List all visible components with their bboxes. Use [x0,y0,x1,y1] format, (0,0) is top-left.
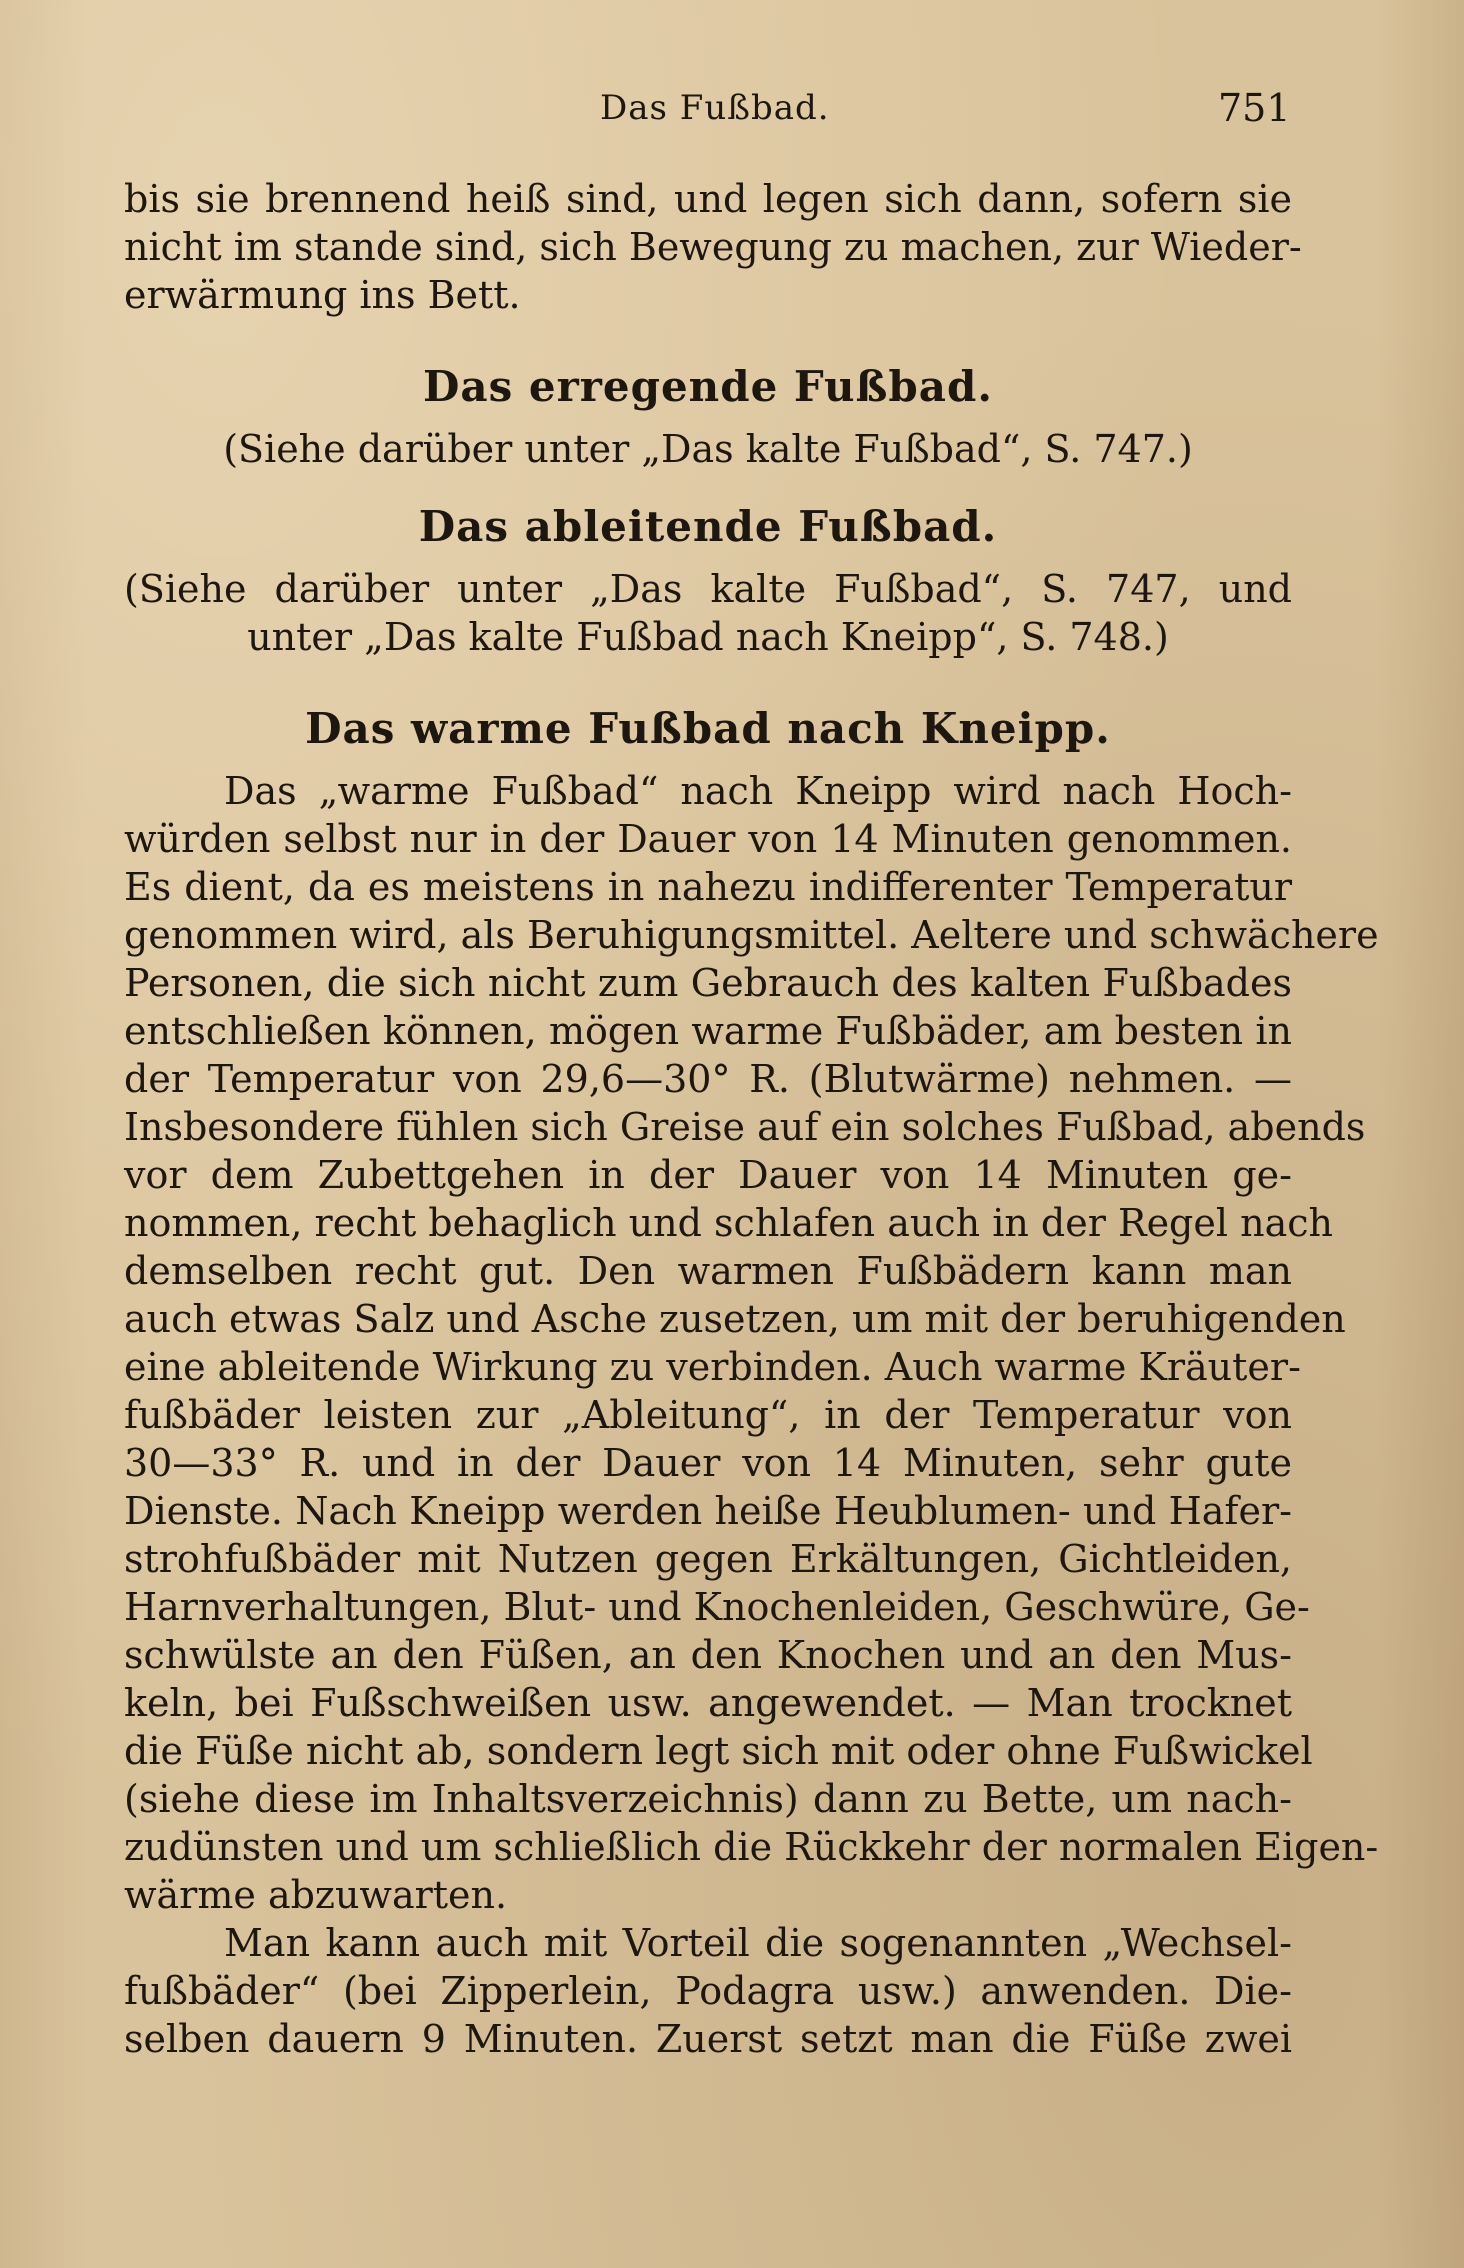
cross-reference-line: (Siehe darüber unter „Das kalte Fußbad“, S. 747.) [223,427,1193,471]
text-line: würden selbst nur in der Dauer von 14 Minuten genommen. [124,817,1292,861]
text-line: Personen, die sich nicht zum Gebrauch des kalten Fußbades [124,961,1292,1005]
text-line: wärme abzuwarten. [124,1873,508,1917]
section-heading-ableitende: Das ableitende Fußbad. [418,502,998,551]
text-line: demselben recht gut. Den warmen Fußbädern kann man [124,1249,1292,1293]
text-line: erwärmung ins Bett. [124,273,521,317]
text-line: zudünsten und um schließlich die Rückkehr der normalen Eigen- [124,1825,1379,1869]
text-line: keln, bei Fußschweißen usw. angewendet. — Man trocknet [124,1681,1292,1725]
running-head [0,88,1464,138]
text-line: genommen wird, als Beruhigungsmittel. Aeltere und schwächere [124,913,1379,957]
paragraph-warme-fussbad [124,767,1379,1919]
text-line: eine ableitende Wirkung zu verbinden. Auch warme Kräuter- [124,1345,1301,1389]
text-line: die Füße nicht ab, sondern legt sich mit oder ohne Fußwickel [124,1729,1313,1773]
text-line: Harnverhaltungen, Blut- und Knochenleiden, Geschwüre, Ge- [124,1585,1310,1629]
text-line: auch etwas Salz und Asche zusetzen, um mit der beruhigenden [124,1297,1346,1341]
running-title: Das Fußbad. [600,88,830,128]
text-line: Es dient, da es meistens in nahezu indifferenter Temperatur [124,865,1292,909]
text-line: Man kann auch mit Vorteil die sogenannten „Wechsel- [224,1921,1292,1965]
text-line: 30—33° R. und in der Dauer von 14 Minuten, sehr gute [124,1441,1292,1485]
text-line: nommen, recht behaglich und schlafen auch in der Regel nach [124,1201,1333,1245]
cross-reference-line: (Siehe darüber unter „Das kalte Fußbad“, S. 747, und [124,567,1292,611]
body-text [124,175,1379,2063]
paragraph-continuation [124,175,1302,319]
text-line: fußbäder“ (bei Zipperlein, Podagra usw.) anwenden. Die- [124,1969,1292,2013]
text-line: Insbesondere fühlen sich Greise auf ein solches Fußbad, abends [124,1105,1366,1149]
text-line: fußbäder leisten zur „Ableitung“, in der Temperatur von [124,1393,1292,1437]
section-heading-warme-kneipp: Das warme Fußbad nach Kneipp. [305,704,1111,753]
text-line: strohfußbäder mit Nutzen gegen Erkältungen, Gichtleiden, [124,1537,1292,1581]
page-number: 751 [1218,86,1291,130]
text-line: schwülste an den Füßen, an den Knochen und an den Mus- [124,1633,1292,1677]
text-line: Das „warme Fußbad“ nach Kneipp wird nach Hoch- [224,769,1292,813]
text-line: (siehe diese im Inhaltsverzeichnis) dann zu Bette, um nach- [124,1777,1292,1821]
text-line: selben dauern 9 Minuten. Zuerst setzt man die Füße zwei [124,2017,1292,2061]
section-heading-erregende: Das erregende Fußbad. [422,362,994,411]
cross-reference-line: unter „Das kalte Fußbad nach Kneipp“, S. 748.) [247,615,1169,659]
text-line: bis sie brennend heiß sind, und legen sich dann, sofern sie [124,177,1292,221]
text-line: entschließen können, mögen warme Fußbäder, am besten in [124,1009,1292,1053]
text-line: Dienste. Nach Kneipp werden heiße Heublumen- und Hafer- [124,1489,1292,1533]
paragraph-wechselfussbaeder [124,1919,1292,2063]
text-line: der Temperatur von 29,6—30° R. (Blutwärme) nehmen. — [124,1057,1292,1101]
text-line: nicht im stande sind, sich Bewegung zu machen, zur Wieder- [124,225,1302,269]
text-line: vor dem Zubettgehen in der Dauer von 14 Minuten ge- [124,1153,1292,1197]
